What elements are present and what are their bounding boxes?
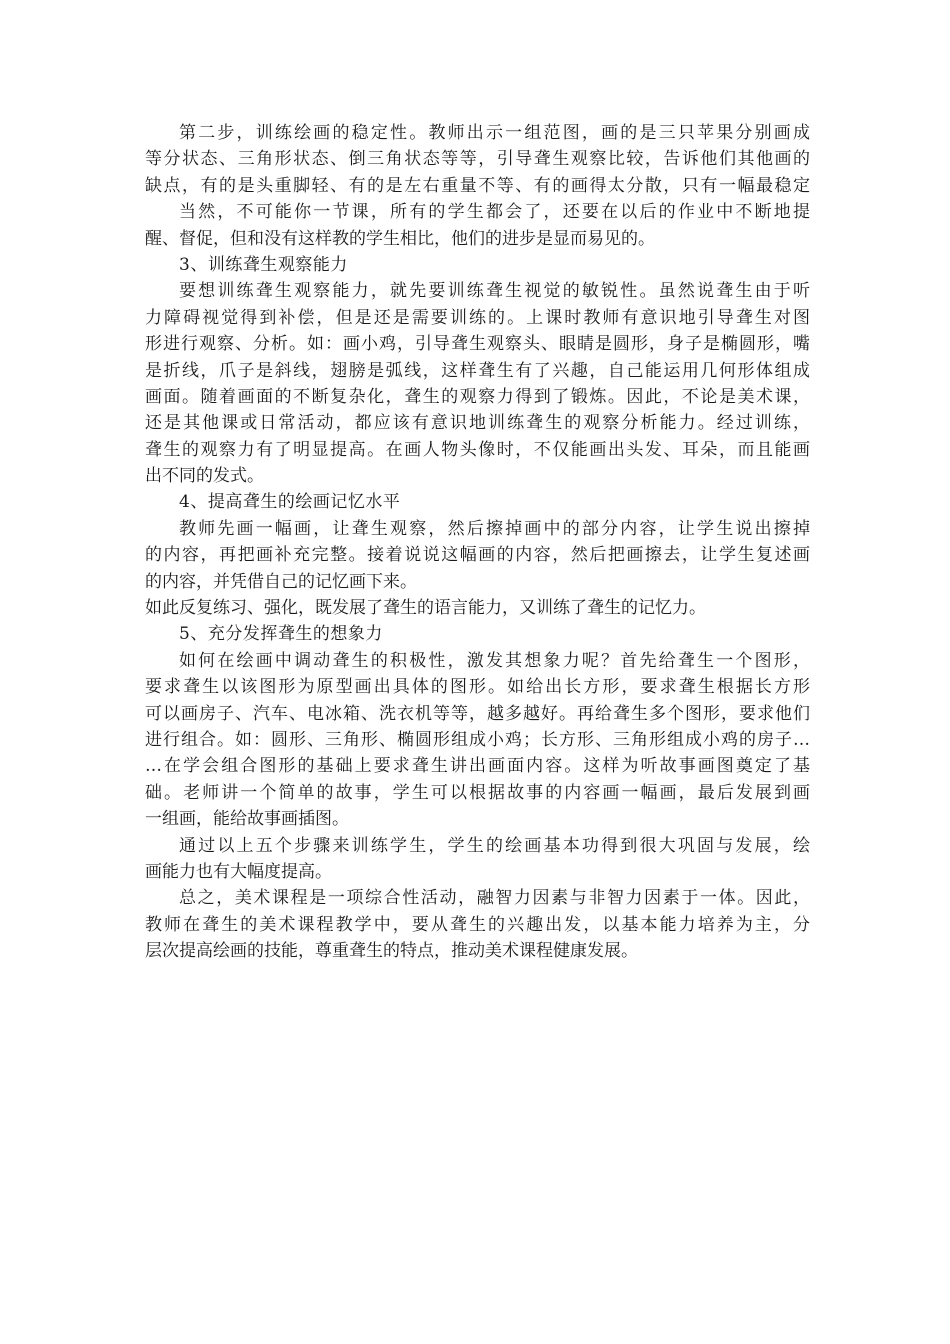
paragraph-summary-steps-line-2: 画能力也有大幅度提高。 bbox=[145, 861, 332, 882]
paragraph-conclusion-line-1: 总之，美术课程是一项综合性活动，融智力因素与非智力因素于一体。因此， bbox=[179, 888, 810, 909]
paragraph-memory-line-3: 的内容，并凭借自己的记忆画下来。 bbox=[145, 571, 417, 592]
paragraph-imagination-line-5: …在学会组合图形的基础上要求聋生讲出画面内容。这样为听故事画图奠定了基 bbox=[145, 756, 810, 777]
paragraph-step2-line-3: 缺点，有的是头重脚轻、有的是左右重量不等、有的画得太分散，只有一幅最稳定 bbox=[145, 175, 810, 196]
paragraph-observation-line-7: 聋生的观察力有了明显提高。在画人物头像时，不仅能画出头发、耳朵，而且能画 bbox=[145, 439, 810, 460]
paragraph-observation-line-6: 还是其他课或日常活动，都应该有意识地训练聋生的观察分析能力。经过训练， bbox=[145, 413, 810, 434]
paragraph-observation-line-4: 是折线，爪子是斜线，翅膀是弧线，这样聋生有了兴趣，自己能运用几何形体组成 bbox=[145, 360, 810, 381]
paragraph-observation-line-5: 画面。随着画面的不断复杂化，聋生的观察力得到了锻炼。因此，不论是美术课， bbox=[145, 386, 810, 407]
paragraph-observation-line-3: 形进行观察、分析。如：画小鸡，引导聋生观察头、眼睛是圆形，身子是椭圆形，嘴 bbox=[145, 334, 810, 355]
paragraph-observation-line-8: 出不同的发式。 bbox=[145, 466, 264, 487]
paragraph-imagination-line-3: 可以画房子、汽车、电冰箱、洗衣机等等，越多越好。再给聋生多个图形，要求他们 bbox=[145, 703, 810, 724]
paragraph-of-course-line-1: 当然，不可能你一节课，所有的学生都会了，还要在以后的作业中不断地提 bbox=[179, 202, 810, 223]
paragraph-imagination-line-2: 要求聋生以该图形为原型画出具体的图形。如给出长方形，要求聋生根据长方形 bbox=[145, 677, 810, 698]
paragraph-imagination-line-1: 如何在绘画中调动聋生的积极性，激发其想象力呢？首先给聋生一个图形， bbox=[179, 650, 810, 671]
paragraph-conclusion-line-3: 层次提高绘画的技能，尊重聋生的特点，推动美术课程健康发展。 bbox=[145, 941, 638, 962]
paragraph-memory-line-2: 的内容，再把画补充完整。接着说说这幅画的内容，然后把画擦去，让学生复述画 bbox=[145, 545, 810, 566]
paragraph-observation-line-2: 力障碍视觉得到补偿，但是还是需要训练的。上课时教师有意识地引导聋生对图 bbox=[145, 307, 810, 328]
paragraph-imagination-line-7: 一组画，能给故事画插图。 bbox=[145, 809, 349, 830]
paragraph-imagination-line-4: 进行组合。如：圆形、三角形、椭圆形组成小鸡；长方形、三角形组成小鸡的房子… bbox=[145, 729, 810, 750]
paragraph-memory-line-1: 教师先画一幅画，让聋生观察，然后擦掉画中的部分内容，让学生说出擦掉 bbox=[179, 518, 810, 539]
section-heading-4: 4、提高聋生的绘画记忆水平 bbox=[179, 492, 401, 513]
section-heading-5: 5、充分发挥聋生的想象力 bbox=[179, 624, 383, 645]
paragraph-observation-line-1: 要想训练聋生观察能力，就先要训练聋生视觉的敏锐性。虽然说聋生由于听 bbox=[179, 281, 810, 302]
document-body bbox=[145, 120, 810, 965]
paragraph-conclusion-line-2: 教师在聋生的美术课程教学中，要从聋生的兴趣出发，以基本能力培养为主，分 bbox=[145, 914, 810, 935]
paragraph-step2-line-1: 第二步，训练绘画的稳定性。教师出示一组范图，画的是三只苹果分别画成 bbox=[179, 123, 810, 143]
section-heading-3: 3、训练聋生观察能力 bbox=[179, 254, 348, 275]
paragraph-summary-steps-line-1: 通过以上五个步骤来训练学生，学生的绘画基本功得到很大巩固与发展，绘 bbox=[179, 835, 810, 856]
paragraph-imagination-line-6: 础。老师讲一个简单的故事，学生可以根据故事的内容画一幅画，最后发展到画 bbox=[145, 782, 810, 803]
paragraph-step2-line-2: 等分状态、三角形状态、倒三角状态等等，引导聋生观察比较，告诉他们其他画的 bbox=[145, 149, 810, 170]
paragraph-of-course-line-2: 醒、督促，但和没有这样教的学生相比，他们的进步是显而易见的。 bbox=[145, 228, 655, 249]
paragraph-repeat-line-1: 如此反复练习、强化，既发展了聋生的语言能力，又训练了聋生的记忆力。 bbox=[145, 598, 706, 619]
